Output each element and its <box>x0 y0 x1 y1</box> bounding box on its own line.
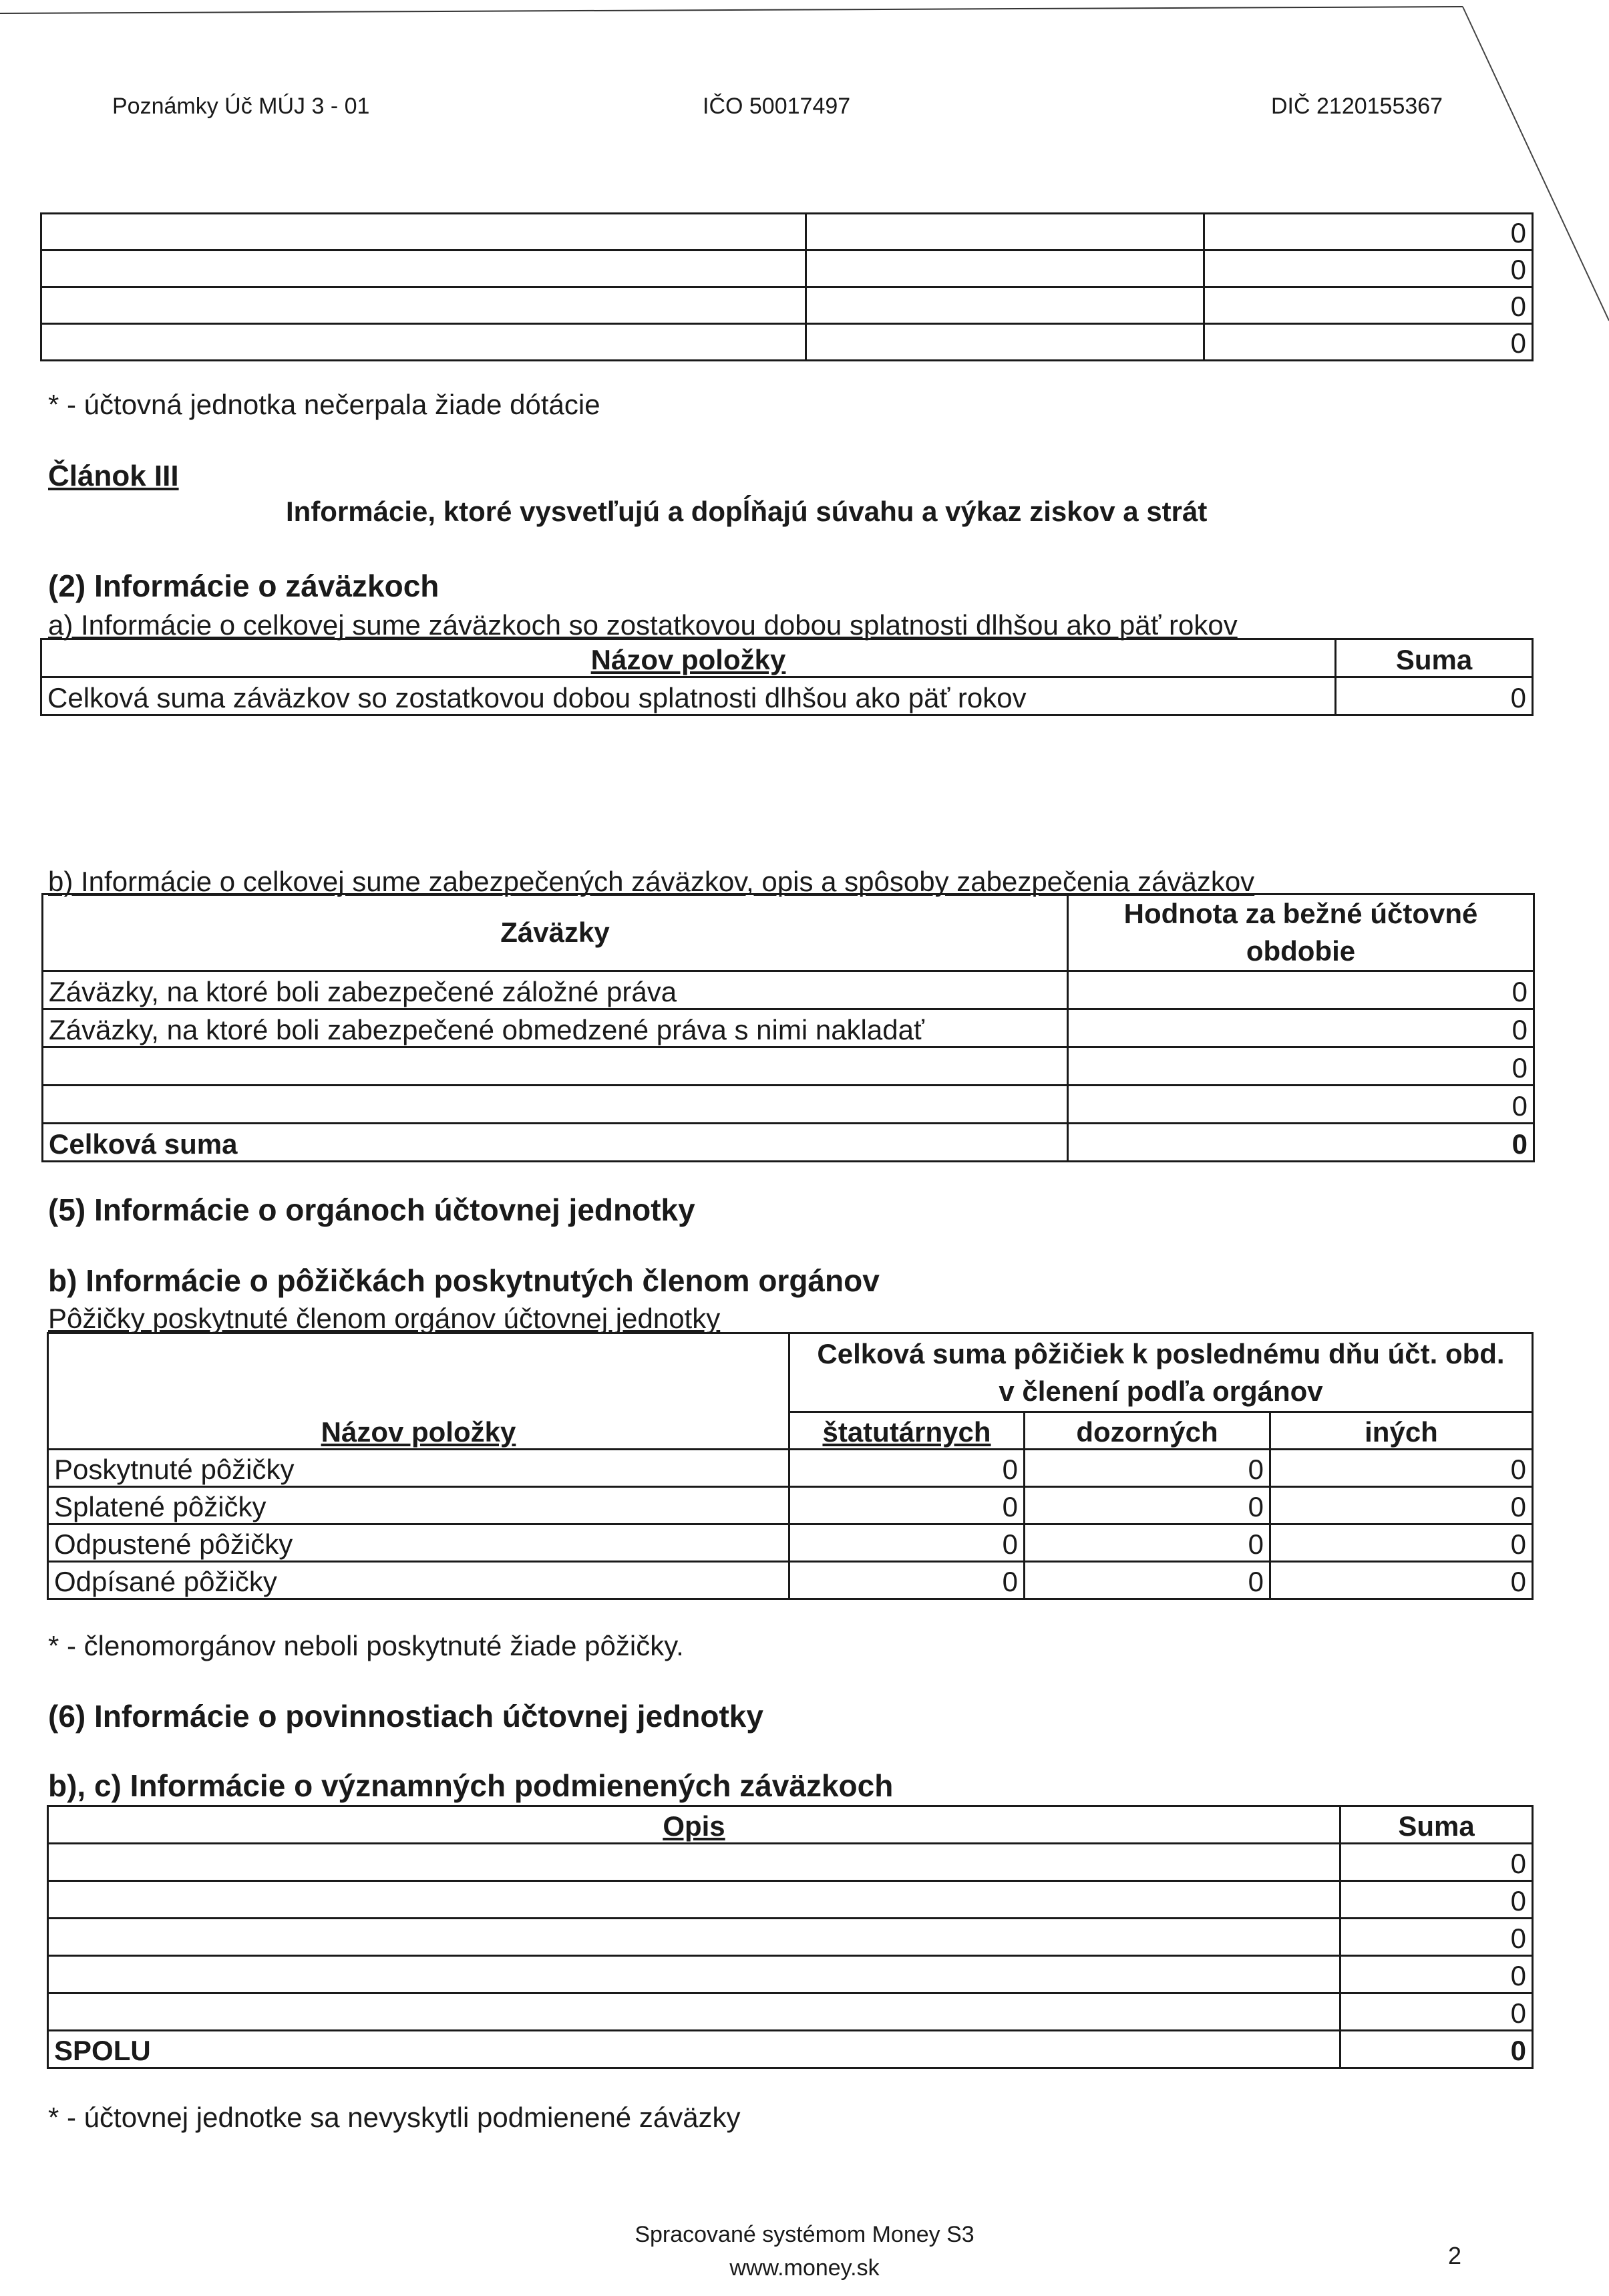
cell-stat: 0 <box>789 1487 1025 1524</box>
cell-inych: 0 <box>1270 1487 1533 1524</box>
total-label: SPOLU <box>48 2031 1340 2068</box>
top-continuation-table <box>40 212 1534 361</box>
footer-line2: www.money.sk <box>729 2255 880 2281</box>
section-2b-title: b) Informácie o celkovej sume zabezpečených záväzkov, opis a spôsoby zabezpečenia záväzkov <box>48 866 1255 897</box>
row-label <box>43 1047 1068 1086</box>
col-inych: iných <box>1270 1412 1533 1450</box>
cell-dozor: 0 <box>1025 1450 1270 1487</box>
footer-line1: Spracované systémom Money S3 <box>635 2222 974 2247</box>
col-zavazky: Záväzky <box>43 894 1068 971</box>
col-suma: Suma <box>1336 639 1533 677</box>
row-label: Odpustené pôžičky <box>48 1524 789 1562</box>
col-hodnota-line2: obdobie <box>1246 935 1356 967</box>
article-subtitle: Informácie, ktoré vysvetľujú a dopĺňajú súvahu a výkaz ziskov a strát <box>286 496 1208 527</box>
col-opis: Opis <box>48 1806 1340 1844</box>
row-label: Poskytnuté pôžičky <box>48 1450 789 1487</box>
cell-stat: 0 <box>789 1450 1025 1487</box>
header-dic: DIČ 2120155367 <box>1271 94 1443 119</box>
row-value: 0 <box>1068 971 1534 1009</box>
section-6-heading: (6) Informácie o povinnostiach účtovnej jednotky <box>48 1699 763 1734</box>
table-cell-value: 0 <box>1204 251 1533 287</box>
section-5-heading: (5) Informácie o orgánoch účtovnej jednotky <box>48 1192 695 1227</box>
row-value: 0 <box>1340 1919 1533 1956</box>
row-value: 0 <box>1340 1993 1533 2031</box>
col-dozornych: dozorných <box>1025 1412 1270 1450</box>
row-value: 0 <box>1068 1047 1534 1086</box>
group-header-line2: v členení podľa orgánov <box>999 1375 1323 1407</box>
table-cell-value: 0 <box>1204 287 1533 324</box>
footer <box>0 2218 1609 2285</box>
row-label: Záväzky, na ktoré boli zabezpečené záložné práva <box>43 971 1068 1009</box>
cell-stat: 0 <box>789 1524 1025 1562</box>
header-form-id: Poznámky Úč MÚJ 3 - 01 <box>112 94 370 119</box>
header-ico: IČO 50017497 <box>703 94 851 119</box>
col-nazov-polozky: Názov položky <box>41 639 1336 677</box>
col-suma: Suma <box>1340 1806 1533 1844</box>
section-5b-subtitle: Pôžičky poskytnuté členom orgánov účtovnej jednotky <box>48 1303 721 1334</box>
group-header-line1: Celková suma pôžičiek k poslednému dňu účt. obd. <box>817 1337 1505 1369</box>
section-2a-title: a) Informácie o celkovej sume záväzkoch so zostatkovou dobou splatnosti dlhšou ako päť rokov <box>48 609 1238 641</box>
table-6bc <box>47 1805 1534 2069</box>
row-value: 0 <box>1340 1956 1533 1993</box>
note-pozicky: * - členomorgánov neboli poskytnuté žiade pôžičky. <box>48 1630 684 1661</box>
note-podmienene: * - účtovnej jednotke sa nevyskytli podmienené záväzky <box>48 2102 741 2133</box>
cell-dozor: 0 <box>1025 1562 1270 1599</box>
group-header <box>789 1333 1533 1412</box>
total-value: 0 <box>1340 2031 1533 2068</box>
row-label: Celková suma záväzkov so zostatkovou dobou splatnosti dlhšou ako päť rokov <box>41 677 1336 715</box>
section-6bc-heading: b), c) Informácie o významných podmienených záväzkoch <box>48 1768 894 1803</box>
row-value: 0 <box>1340 1881 1533 1919</box>
table-2b <box>41 893 1535 1162</box>
section-2-heading: (2) Informácie o záväzkoch <box>48 568 439 603</box>
table-cell-value: 0 <box>1204 214 1533 251</box>
note-dotacie: * - účtovná jednotka nečerpala žiade dótácie <box>48 389 600 420</box>
row-label <box>43 1086 1068 1124</box>
total-value: 0 <box>1068 1124 1534 1162</box>
table-2a <box>40 638 1534 716</box>
row-value: 0 <box>1068 1009 1534 1047</box>
cell-inych: 0 <box>1270 1562 1533 1599</box>
col-hodnota-line1: Hodnota za bežné účtovné <box>1123 898 1478 929</box>
cell-dozor: 0 <box>1025 1524 1270 1562</box>
article-title: Článok III <box>48 460 179 492</box>
row-label: Splatené pôžičky <box>48 1487 789 1524</box>
col-statutarnych: štatutárnych <box>789 1412 1025 1450</box>
row-label: Záväzky, na ktoré boli zabezpečené obmedzené práva s nimi nakladať <box>43 1009 1068 1047</box>
col-hodnota <box>1068 894 1534 971</box>
row-label: Odpísané pôžičky <box>48 1562 789 1599</box>
table-5b <box>47 1332 1534 1600</box>
table-cell-value: 0 <box>1204 324 1533 361</box>
page-number: 2 <box>1448 2242 1462 2269</box>
cell-inych: 0 <box>1270 1524 1533 1562</box>
row-value: 0 <box>1336 677 1533 715</box>
cell-dozor: 0 <box>1025 1487 1270 1524</box>
cell-stat: 0 <box>789 1562 1025 1599</box>
section-5b-heading: b) Informácie o pôžičkách poskytnutých členom orgánov <box>48 1263 880 1298</box>
total-label: Celková suma <box>43 1124 1068 1162</box>
col-nazov-polozky: Názov položky <box>48 1412 789 1450</box>
cell-inych: 0 <box>1270 1450 1533 1487</box>
row-value: 0 <box>1340 1844 1533 1881</box>
row-value: 0 <box>1068 1086 1534 1124</box>
